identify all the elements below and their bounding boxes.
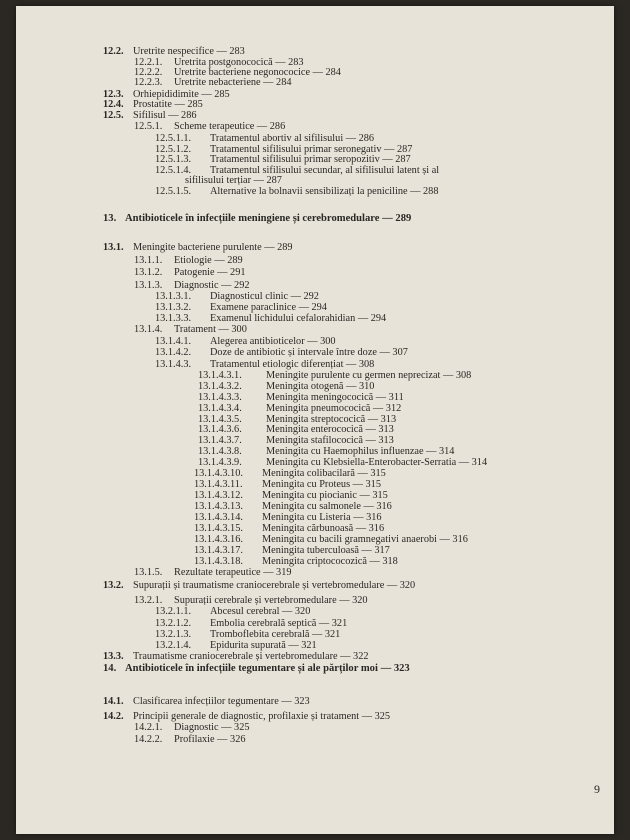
toc-entry-number: 12.2.2. [134, 67, 163, 78]
toc-entry-number: 12.5.1.5. [155, 186, 192, 197]
toc-entry-title: Uretrite nebacteriene — 284 [174, 77, 292, 88]
toc-entry-title: Patogenie — 291 [174, 267, 246, 278]
toc-entry-number: 13.1.4.3.5. [198, 414, 242, 425]
toc-entry-number: 13.1.4.3.18. [194, 556, 243, 567]
toc-entry-number: 13.1.4.3.1. [198, 370, 242, 381]
toc-entry-title: Embolia cerebrală septică — 321 [210, 618, 348, 629]
toc-entry-number: 13.1.4.3.4. [198, 403, 242, 414]
toc-entry-title: Tratamentul sifilisului secundar, al sifilisului latent și al [210, 165, 440, 176]
toc-entry-number: 12.2.1. [134, 57, 163, 68]
page-number: 9 [594, 782, 600, 796]
book-page [16, 6, 614, 834]
toc-entry-number: 14. [103, 663, 117, 674]
toc-entry-number: 13.1.4.3.7. [198, 435, 242, 446]
toc-entry-number: 13.1.4.3.9. [198, 457, 242, 468]
toc-entry-title: Uretrite bacteriene negonococice — 284 [174, 67, 341, 78]
toc-entry-title: Doze de antibiotic și intervale între doze — 307 [210, 347, 408, 358]
toc-entry-title: Uretrita postgonococică — 283 [174, 57, 304, 68]
toc-entry-number: 12.5.1.4. [155, 165, 192, 176]
toc-entry [134, 77, 292, 89]
toc-entry-title: Scheme terapeutice — 286 [174, 121, 286, 132]
toc-entry-number: 13.1.3.1. [155, 291, 192, 302]
toc-entry-title: Uretrite nespecifice — 283 [133, 46, 245, 57]
toc-entry-title: Meningita cărbunoasă — 316 [262, 523, 385, 534]
toc-entry-title: Orhiepididimite — 285 [133, 89, 230, 100]
toc-entry-title: Meningita stafilococică — 313 [266, 435, 394, 446]
toc-entry-title: Tratamentul abortiv al sifilisului — 286 [210, 133, 375, 144]
toc-entry [134, 324, 247, 336]
toc-entry-title: Meningita otogenă — 310 [266, 381, 375, 392]
toc-entry-number: 13.1.1. [134, 255, 163, 266]
toc-entry-title: Meningita cu piocianic — 315 [262, 490, 388, 501]
toc-entry-number: 13.2.1.1. [155, 606, 192, 617]
toc-entry-number: 14.2. [103, 711, 124, 722]
toc-entry-title: Principii generale de diagnostic, profilaxie și tratament — 325 [133, 711, 391, 722]
toc-entry-title: Tratamentul etiologic diferențiat — 308 [210, 359, 375, 370]
toc-entry-number: 13.1.4.3.8. [198, 446, 242, 457]
toc-entry-number: 13.1.4.3.10. [194, 468, 243, 479]
toc-entry-number: 12.4. [103, 99, 124, 110]
toc-entry-title: Antibioticele în infecțiile tegumentare și ale părților moi — 323 [125, 663, 410, 674]
toc-entry [103, 651, 369, 663]
toc-entry-number: 13.1.4.3.16. [194, 534, 243, 545]
toc-entry-title: Diagnostic — 292 [174, 280, 250, 291]
toc-entry-title: Meningita enterococică — 313 [266, 424, 394, 435]
toc-entry-number: 13.1.4.3.6. [198, 424, 242, 435]
toc-entry-title: Meningita cu bacili gramnegativi anaerobi — 316 [262, 534, 468, 545]
toc-entry-number: 14.2.1. [134, 722, 163, 733]
toc-entry-number: 14.2.2. [134, 734, 163, 745]
toc-entry-title: Abcesul cerebral — 320 [210, 606, 311, 617]
toc-entry-title: Supurații cerebrale și vertebromedulare — 320 [174, 595, 368, 606]
toc-entry-title: Meningita cu Haemophilus influenzae — 314 [266, 446, 455, 457]
toc-entry-title: Meningita pneumococică — 312 [266, 403, 402, 414]
toc-entry [134, 734, 246, 746]
toc-entry-title: Diagnosticul clinic — 292 [210, 291, 319, 302]
toc-entry-number: 13.1.4.3.17. [194, 545, 243, 556]
toc-entry-title: Meningita cu salmonele — 316 [262, 501, 392, 512]
toc-entry [103, 580, 415, 592]
toc-entry-number: 13.2. [103, 580, 124, 591]
toc-entry-number: 13.1. [103, 242, 124, 253]
toc-entry [103, 696, 310, 708]
toc-entry [103, 213, 411, 225]
toc-entry-title: Meningite purulente cu germen neprecizat — 308 [266, 370, 472, 381]
toc-entry-title: Meningita cu Listeria — 316 [262, 512, 382, 523]
toc-entry [134, 255, 243, 267]
toc-entry-number: 12.5. [103, 110, 124, 121]
toc-entry [103, 242, 293, 254]
toc-entry-number: 13.1.4.3.3. [198, 392, 242, 403]
toc-entry-title: Rezultate terapeutice — 319 [174, 567, 292, 578]
toc-entry-title: Meningita colibacilară — 315 [262, 468, 386, 479]
toc-entry-title: sifilisului terțiar — 287 [185, 175, 282, 186]
toc-entry-title: Prostatite — 285 [133, 99, 203, 110]
toc-entry-title: Etiologie — 289 [174, 255, 243, 266]
toc-entry-title: Meningite bacteriene purulente — 289 [133, 242, 293, 253]
toc-entry-number: 13.1.4.1. [155, 336, 192, 347]
toc-entry [134, 567, 292, 579]
toc-entry-title: Profilaxie — 326 [174, 734, 246, 745]
toc-entry-number: 13.1.3.3. [155, 313, 192, 324]
toc-entry-title: Meningita meningococică — 311 [266, 392, 404, 403]
toc-entry-number: 13.1.4.3. [155, 359, 192, 370]
toc-entry-number: 12.5.1. [134, 121, 163, 132]
toc-entry-number: 13.1.3.2. [155, 302, 192, 313]
toc-entry-number: 13.1.4.2. [155, 347, 192, 358]
toc-entry-number: 13.1.4.3.12. [194, 490, 243, 501]
toc-entry-number: 12.5.1.3. [155, 154, 192, 165]
toc-entry-number: 12.5.1.1. [155, 133, 192, 144]
toc-entry-number: 13.2.1.3. [155, 629, 192, 640]
toc-entry-number: 13.1.5. [134, 567, 163, 578]
toc-entry-number: 12.3. [103, 89, 124, 100]
toc-entry-number: 13.2.1.4. [155, 640, 192, 651]
toc-entry-title: Traumatisme craniocerebrale și vertebromedulare — 322 [133, 651, 369, 662]
toc-entry-number: 12.5.1.2. [155, 144, 192, 155]
toc-entry-title: Tratamentul sifilisului primar seronegativ — 287 [210, 144, 413, 155]
toc-entry-number: 12.2.3. [134, 77, 163, 88]
toc-entry-title: Meningita cu Klebsiella-Enterobacter-Serratia — 314 [266, 457, 488, 468]
toc-entry-title: Tratament — 300 [174, 324, 247, 335]
toc-entry-title: Meningita streptococică — 313 [266, 414, 397, 425]
toc-entry-title: Tratamentul sifilisului primar seropozitiv — 287 [210, 154, 411, 165]
toc-entry-number: 13.1.2. [134, 267, 163, 278]
toc-entry-title: Examene paraclinice — 294 [210, 302, 327, 313]
toc-entry-number: 13.3. [103, 651, 124, 662]
toc-entry [155, 347, 408, 359]
toc-entry-title: Sifilisul — 286 [133, 110, 197, 121]
toc-entry-title: Alternative la bolnavii sensibilizați la peniciline — 288 [210, 186, 439, 197]
toc-entry-title: Clasificarea infecțiilor tegumentare — 323 [133, 696, 310, 707]
toc-entry [134, 267, 246, 279]
toc-entry-number: 13.1.4.3.15. [194, 523, 243, 534]
toc-entry-title: Tromboflebita cerebrală — 321 [210, 629, 341, 640]
toc-entry-number: 13.1.4.3.14. [194, 512, 243, 523]
toc-entry-number: 14.1. [103, 696, 124, 707]
toc-entry-number: 13.1.3. [134, 280, 163, 291]
toc-entry-number: 13.1.4.3.11. [194, 479, 243, 490]
toc-entry-title: Diagnostic — 325 [174, 722, 250, 733]
toc-entry-title: Supurații și traumatisme craniocerebrale și vertebromedulare — 320 [133, 580, 416, 591]
toc-entry-number: 13.2.1.2. [155, 618, 192, 629]
toc-entry-number: 13.1.4.3.2. [198, 381, 242, 392]
toc-entry-title: Meningita cu Proteus — 315 [262, 479, 381, 490]
toc-entry-title: Alegerea antibioticelor — 300 [210, 336, 336, 347]
toc-entry [155, 606, 310, 618]
toc-entry-title: Meningita tuberculoasă — 317 [262, 545, 390, 556]
toc-entry-title: Examenul lichidului cefalorahidian — 294 [210, 313, 387, 324]
toc-entry-title: Epidurita supurată — 321 [210, 640, 317, 651]
toc-entry-title: Meningita criptococozică — 318 [262, 556, 398, 567]
toc-entry-number: 13.1.4.3.13. [194, 501, 243, 512]
toc-entry-number: 13.1.4. [134, 324, 163, 335]
toc-entry-number: 13. [103, 213, 117, 224]
toc-entry-number: 12.2. [103, 46, 124, 57]
toc-entry [103, 663, 410, 675]
toc-entry-title: Antibioticele în infecțiile meningiene și cerebromedulare — 289 [125, 213, 412, 224]
toc-entry-number: 13.2.1. [134, 595, 163, 606]
toc-entry [134, 121, 285, 133]
toc-entry [134, 722, 250, 734]
toc-entry [155, 186, 438, 198]
